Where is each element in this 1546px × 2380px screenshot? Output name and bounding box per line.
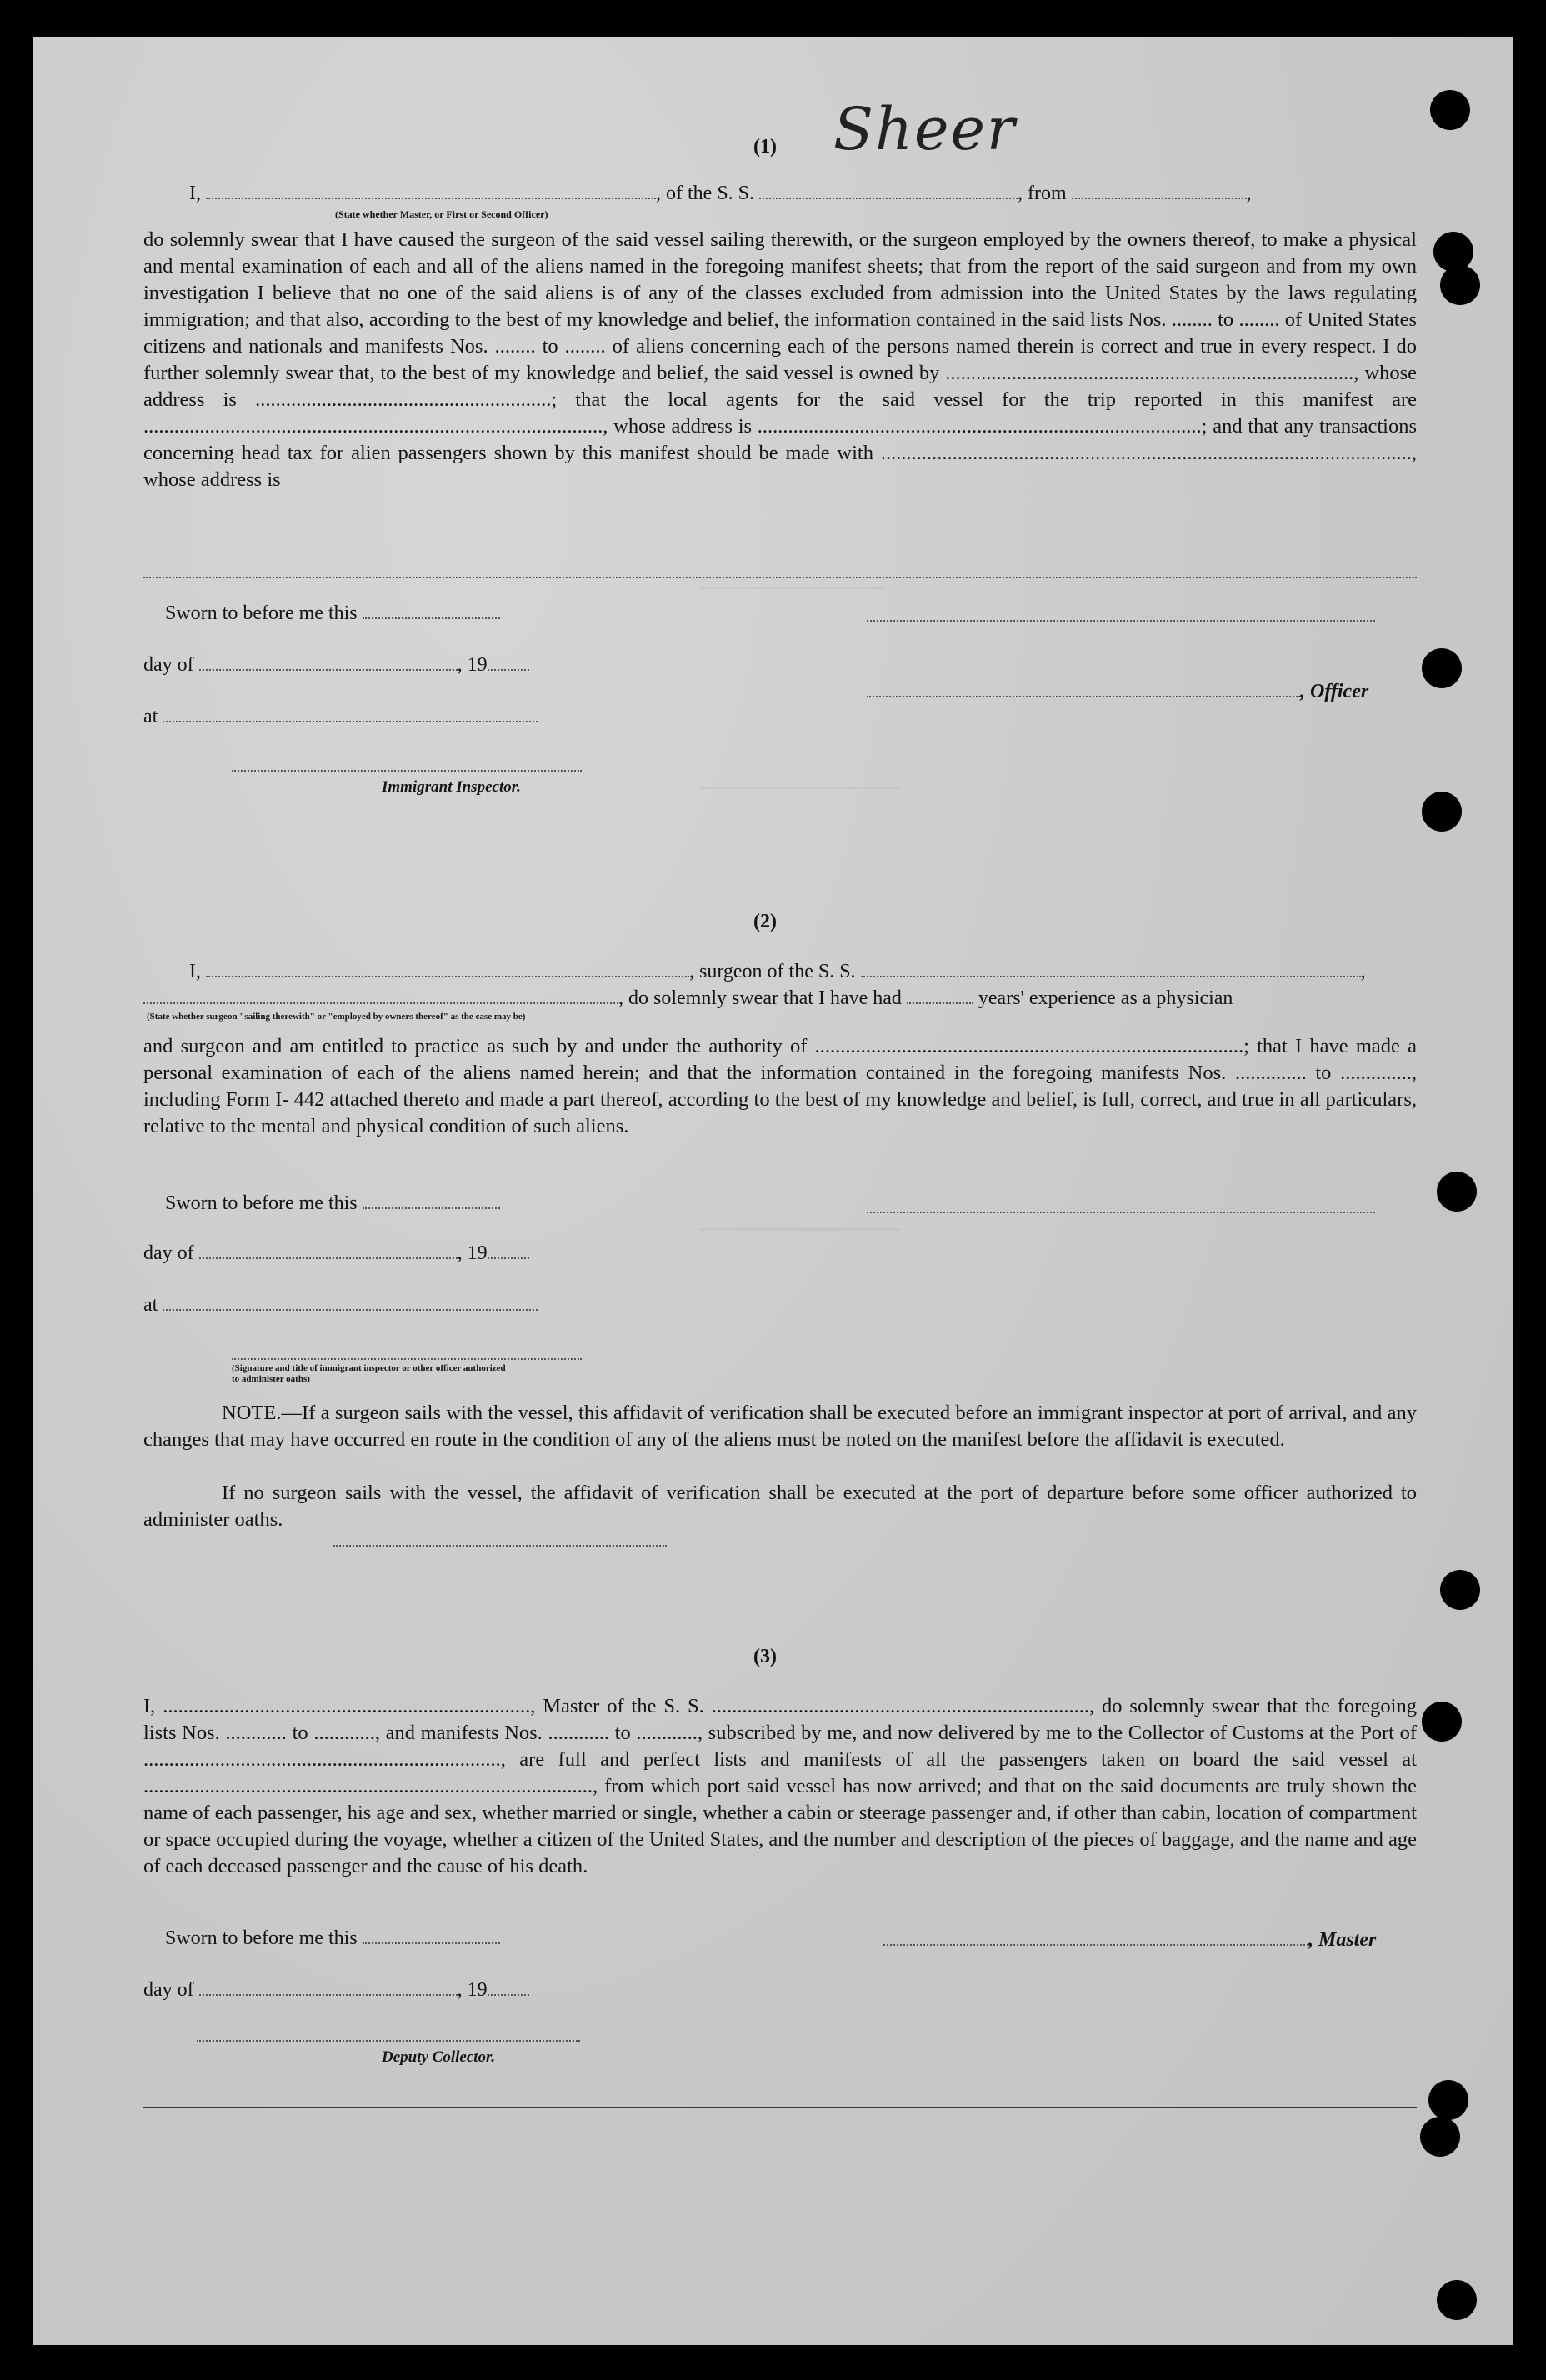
section-2-at: at xyxy=(143,1292,538,1318)
section-3-number: (3) xyxy=(753,1646,777,1668)
section-2-signature-line-top xyxy=(867,1212,1375,1213)
section-2-number: (2) xyxy=(753,911,777,932)
section-2-sig-caption: (Signature and title of immigrant inspector or other officer authorized to administer oaths) xyxy=(232,1363,506,1384)
section-2-caption: (State whether surgeon "sailing therewith" or "employed by owners thereof" as the case may be) xyxy=(147,1012,526,1022)
binder-hole xyxy=(1440,265,1480,305)
of-ss-label: , of the S. S. xyxy=(656,182,755,204)
officer-signature xyxy=(867,678,1368,705)
binder-hole xyxy=(1422,648,1462,688)
stray-dotted-mark xyxy=(333,1545,667,1547)
binder-hole xyxy=(1430,90,1470,130)
section-1-number: (1) xyxy=(753,136,777,158)
section-1-sworn: Sworn to before me this xyxy=(165,600,500,627)
section-2-note: NOTE.—If a surgeon sails with the vessel, this affidavit of verification shall be executed before an immigrant inspector at port of arrival, and any changes that may have occurred en route in the condition of any of the aliens must be noted on the manifest before the affidavit is executed. xyxy=(143,1402,1417,1451)
handwritten-annotation: Sheer xyxy=(833,95,1017,163)
section-3-day-of: day of , 19 xyxy=(143,1977,529,2003)
inspector-label: Immigrant Inspector. xyxy=(382,778,521,796)
section-1-address-line xyxy=(143,577,1417,578)
section-1-body: do solemnly swear that I have caused the surgeon of the said vessel sailing therewith, or the surgeon employed by the owners thereof, to make a physical and mental examination of each and all of the aliens named in the foregoing manifest sheets; that from the report of the said surgeon and from my own investigation I believe that no one of the said aliens is of any of the classes excluded from admission into the United States by the laws regulating immigration; and that also, according to the best of my knowledge and belief, the information contained in the said lists Nos. ........ to ........ of United States citizens and nationals and manifests Nos. ........ to ........ of aliens concerning each of the persons named therein is correct and true in every respect. I do further solemnly swear that, to the best of my knowledge and belief, the said vessel is owned by ................................................................................, whose address is ..........................................................; that the local agents for the said vessel for the trip reported in this manifest are .........................................................................................., whose address is .......................................................................................; and that any transactions concerning head tax for alien passengers shown by this manifest should be made with ........................................................................................................, whose address is xyxy=(143,228,1417,491)
section-1-caption: (State whether Master, or First or Second Officer) xyxy=(335,208,548,220)
binder-hole xyxy=(1422,1702,1462,1742)
section-2-sig-line xyxy=(232,1358,582,1360)
section-2-body: and surgeon and am entitled to practice as such by and under the authority of ....................................................................................; that I have made a personal examination of each of the aliens named herein; and that the information contained in the foregoing manifests Nos. .............. to .............., including Form I- 442 attached thereto and made a part thereof, according to the best of my knowledge and belief, is full, correct, and true in all particulars, relative to the mental and physical condition of such aliens. xyxy=(143,1035,1417,1138)
section-2-sworn: Sworn to before me this xyxy=(165,1190,500,1217)
master-label: , Master xyxy=(1308,1929,1377,1951)
section-1-at: at xyxy=(143,703,538,730)
master-signature xyxy=(883,1927,1376,1953)
binder-hole xyxy=(1437,2280,1477,2320)
officer-signature-line-top xyxy=(867,620,1375,622)
inspector-signature-line xyxy=(232,770,582,772)
deputy-label: Deputy Collector. xyxy=(382,2048,496,2066)
section-2-swear-line: , do solemnly swear that I have had years' experience as a physician xyxy=(143,985,1417,1012)
deputy-signature-line xyxy=(197,2040,580,2042)
binder-hole xyxy=(1440,1570,1480,1610)
section-1-day-of: day of , 19 xyxy=(143,652,529,678)
section-3-sworn: Sworn to before me this xyxy=(165,1925,500,1952)
from-label: , from xyxy=(1018,182,1067,204)
bottom-rule xyxy=(143,2107,1417,2108)
document-page xyxy=(33,37,1513,2345)
pronoun-i: I, xyxy=(189,182,201,204)
officer-label: , Officer xyxy=(1300,681,1369,702)
binder-hole xyxy=(1437,1172,1477,1212)
section-2-day-of: day of , 19 xyxy=(143,1240,529,1267)
binder-hole xyxy=(1422,792,1462,832)
section-3-body: I, ........................................................................, Master of the S. S. .........................................................................., do solemnly swear that the foregoing lists Nos. ............ to ............, and manifests Nos. ............ to ............, subscribed by me, and now delivered by me to the Collector of Customs at the Port of ......................................................................, are full and perfect lists and manifests of all the passengers taken on board the said vessel at ........................................................................................, from which port said vessel has now arrived; and that on the said documents are truly shown the name of each passenger, his age and sex, whether married or single, whether a cabin or steerage passenger and, if other than cabin, location of compartment or space occupied during the voyage, whether a citizen of the United States, and the number and description of the pieces of baggage, and the name and age of each deceased passenger and the cause of his death. xyxy=(143,1695,1417,1878)
binder-hole xyxy=(1428,2080,1468,2120)
section-2-note-2: If no surgeon sails with the vessel, the affidavit of verification shall be executed at the port of departure before some officer authorized to administer oaths. xyxy=(143,1482,1417,1531)
section-1-opening-line: I, , of the S. S. , from , xyxy=(189,182,1252,204)
binder-hole xyxy=(1420,2117,1460,2157)
section-2-opening-line: I, , surgeon of the S. S. , xyxy=(189,961,1366,982)
